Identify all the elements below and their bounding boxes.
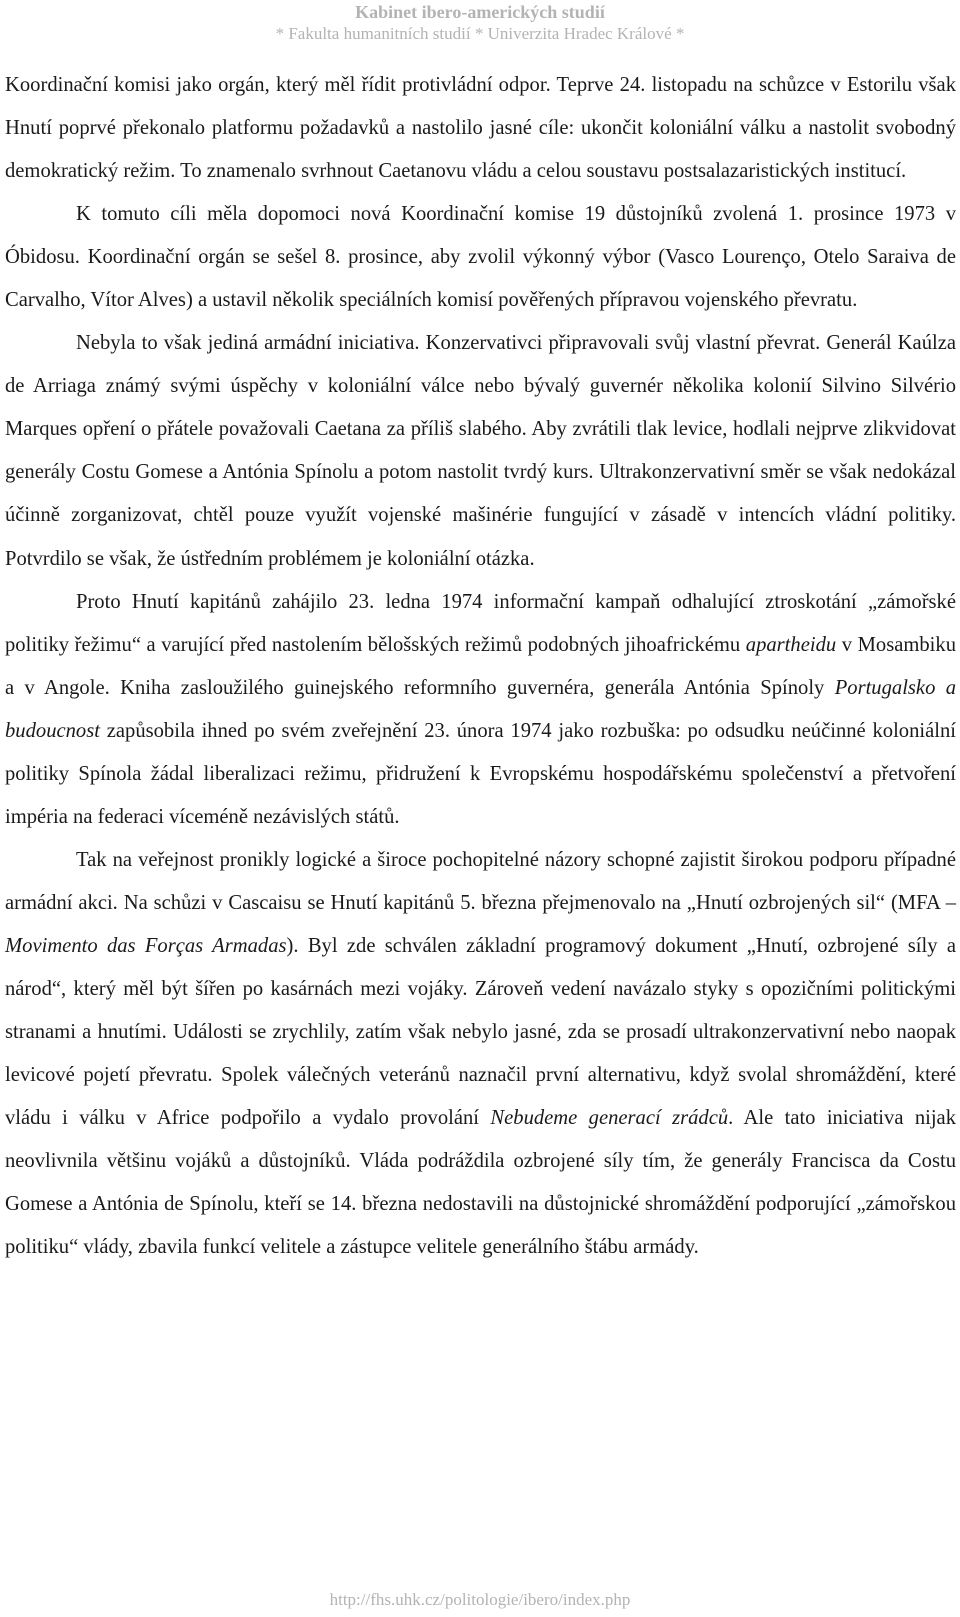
paragraph bbox=[5, 193, 956, 322]
page-header bbox=[0, 0, 960, 45]
paragraph bbox=[5, 581, 956, 839]
paragraph bbox=[5, 839, 956, 1269]
italic-text: Nebudeme generací zrádců bbox=[490, 1107, 729, 1130]
italic-text: Portugalsko a budoucnost bbox=[5, 676, 956, 742]
italic-text: Movimento das Forças Armadas bbox=[5, 934, 287, 957]
footer-url: http://fhs.uhk.cz/politologie/ibero/index.php bbox=[329, 1590, 631, 1609]
paragraph-text: v Mosambiku a v Angole. Kniha zasloužilého guinejského reformního guvernéra, generála Antónia Spínoly bbox=[5, 633, 956, 699]
paragraph-text: Proto Hnutí kapitánů zahájilo 23. ledna 1974 informační kampaň odhalující ztroskotání „zámořské politiky řežimu“ a varující před nastolením bělošských režimů podobných jihoafrickému bbox=[5, 590, 956, 656]
paragraph-text: Nebyla to však jediná armádní iniciativa. Konzervativci připravovali svůj vlastní převrat. Generál Kaúlza de Arriaga známý svými úspěchy v koloniální válce nebo bývalý guvernér několika kolonií Silvino Silvério Marques opření o přátele považovali Caetana za příliš slabého. Aby zvrátili tlak levice, hodlali nejprve zlikvidovat generály Costu Gomese a Antónia Spínolu a potom nastolit tvrdý kurs. Ultrakonzervativní směr se však nedokázal účinně zorganizovat, chtěl pouze využít vojenské mašinérie fungující v zásadě v intencích vládní politiky. Potvrdilo se však, že ústředním problémem je koloniální otázka. bbox=[5, 332, 956, 570]
paragraph-text: . Ale tato iniciativa nijak neovlivnila většinu vojáků a důstojníků. Vláda podráždila ozbrojené síly tím, že generály Francisca da Costu Gomese a Antónia de Spínolu, kteří se 14. března nedostavili na důstojnické shromáždění podporující „zámořskou politiku“ vlády, zbavila funkcí velitele a zástupce velitele generálního štábu armády. bbox=[5, 1107, 956, 1259]
italic-text: apartheidu bbox=[745, 633, 837, 656]
header-subtitle: * Fakulta humanitních studií * Univerzita Hradec Králové * bbox=[275, 24, 685, 43]
document-body bbox=[5, 64, 956, 1269]
page-footer bbox=[0, 1589, 960, 1611]
paragraph-text: ). Byl zde schválen základní programový dokument „Hnutí, ozbrojené síly a národ“, který měl být šířen po kasárnách mezi vojáky. Zároveň vedení navázalo styky s opozičními politickými stranami a hnutími. Události se zrychlily, zatím však nebylo jasné, zda se prosadí ultrakonzervativní nebo naopak levicové pojetí převratu. Spolek válečných veteránů naznačil první alternativu, když svolal shromáždění, které vládu i válku v Africe podpořilo a vydalo provolání bbox=[5, 934, 956, 1130]
header-title: Kabinet ibero-amerických studií bbox=[355, 2, 605, 22]
paragraph-text: Koordinační komisi jako orgán, který měl řídit protivládní odpor. Teprve 24. listopadu na schůzce v Estorilu však Hnutí poprvé překonalo platformu požadavků a nastolilo jasné cíle: ukončit koloniální válku a nastolit svobodný demokratický režim. To znamenalo svrhnout Caetanovu vládu a celou soustavu postsalazaristických institucí. bbox=[5, 74, 956, 183]
paragraph-text: K tomuto cíli měla dopomoci nová Koordinační komise 19 důstojníků zvolená 1. prosince 1973 v Óbidosu. Koordinační orgán se sešel 8. prosince, aby zvolil výkonný výbor (Vasco Lourenço, Otelo Saraiva de Carvalho, Vítor Alves) a ustavil několik speciálních komisí pověřených přípravou vojenského převratu. bbox=[5, 203, 956, 312]
paragraph-text: Tak na veřejnost pronikly logické a široce pochopitelné názory schopné zajistit širokou podporu případné armádní akci. Na schůzi v Cascaisu se Hnutí kapitánů 5. března přejmenovalo na „Hnutí ozbrojených sil“ (MFA – bbox=[5, 848, 956, 914]
paragraph bbox=[5, 64, 956, 193]
paragraph bbox=[5, 322, 956, 580]
paragraph-text: zapůsobila ihned po svém zveřejnění 23. února 1974 jako rozbuška: po odsudku neúčinné koloniální politiky Spínola žádal liberalizaci režimu, přidružení k Evropskému hospodářskému společenství a přetvoření impéria na federaci víceméně nezávislých států. bbox=[5, 719, 956, 828]
